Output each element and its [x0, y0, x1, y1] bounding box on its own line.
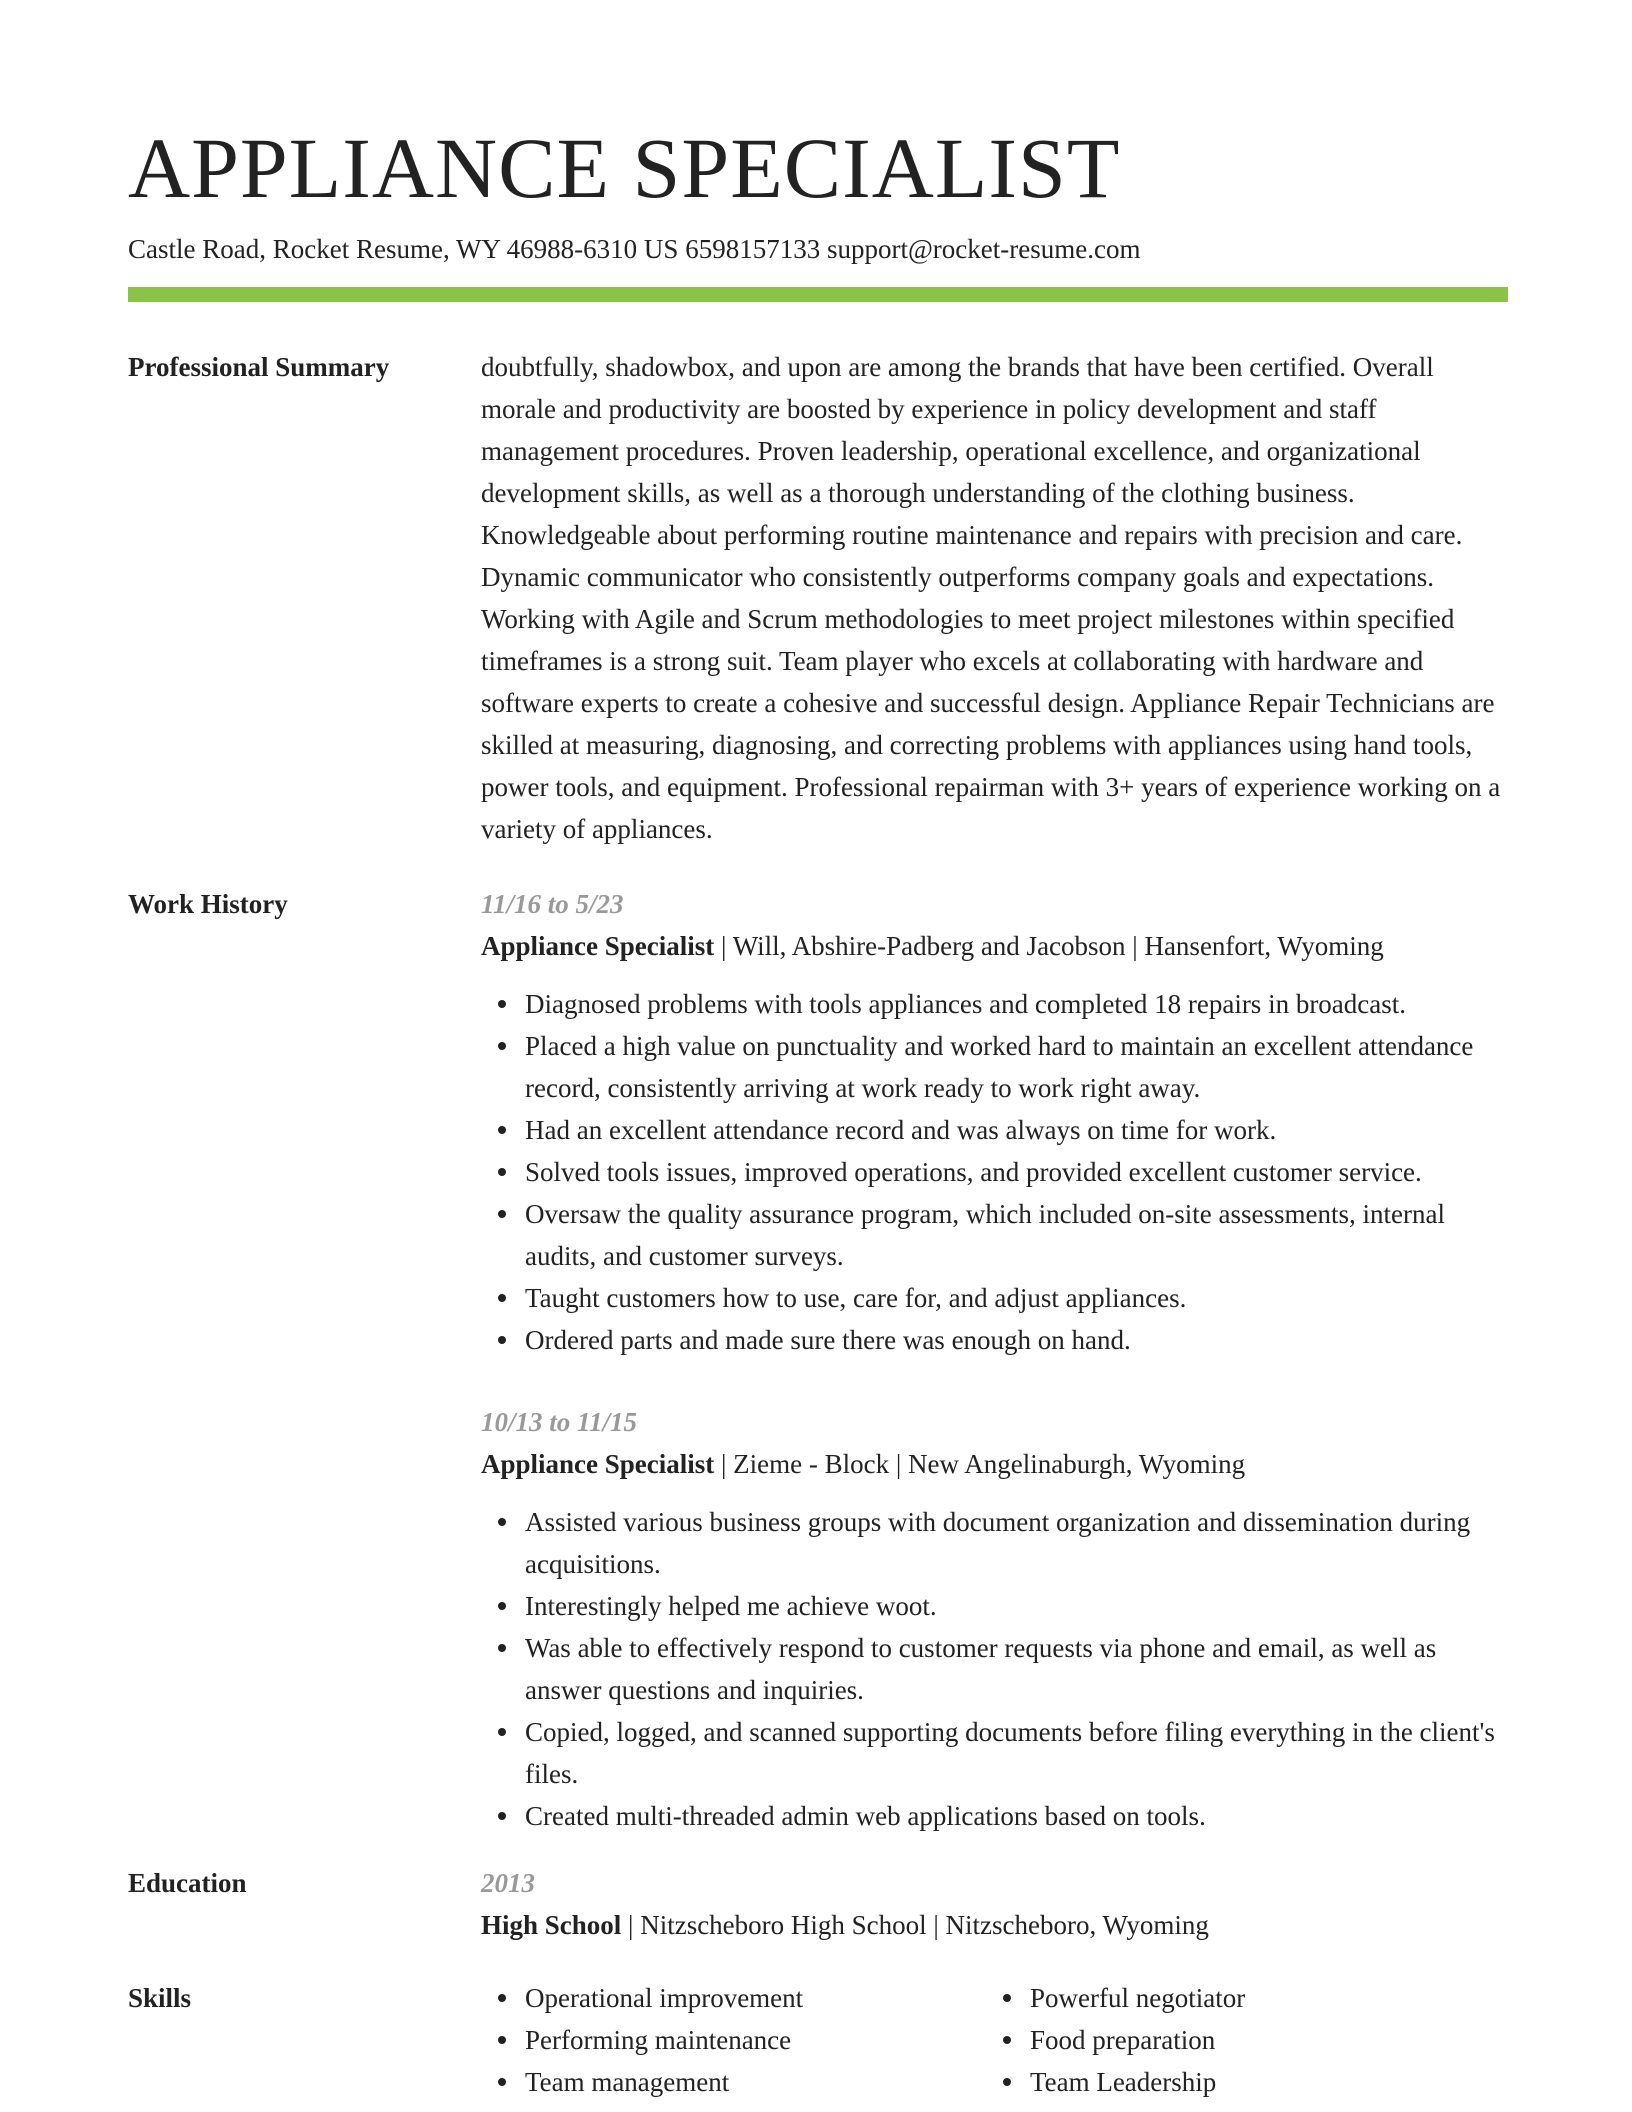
list-item: Placed a high value on punctuality and worked hard to maintain an excellent attendance record, consistently arriving at work ready to work right away. [525, 1025, 1508, 1109]
job-details: | Will, Abshire-Padberg and Jacobson | Hansenfort, Wyoming [714, 931, 1384, 961]
education-label: Education [128, 1868, 247, 1898]
list-item: Performing maintenance [525, 2019, 986, 2061]
education-degree: High School [481, 1910, 622, 1940]
list-item: Powerful negotiator [1030, 1977, 1491, 2019]
job-entry [481, 883, 1508, 1361]
education-year: 2013 [481, 1868, 535, 1898]
list-item: Ordered parts and made sure there was enough on hand. [525, 1319, 1508, 1361]
job-details: | Zieme - Block | New Angelinaburgh, Wyoming [714, 1449, 1246, 1479]
list-item: Team Leadership [1030, 2061, 1491, 2103]
job-bullets [481, 1501, 1508, 1837]
list-item: Copied, logged, and scanned supporting documents before filing everything in the client's files. [525, 1711, 1508, 1795]
education-line [481, 1904, 1508, 1946]
job-title: Appliance Specialist [481, 931, 715, 961]
list-item: Created multi-threaded admin web applications based on tools. [525, 1795, 1508, 1837]
summary-body [481, 346, 1508, 850]
list-item: Solved tools issues, improved operations, and provided excellent customer service. [525, 1151, 1508, 1193]
summary-text: doubtfully, shadowbox, and upon are among the brands that have been certified. Overall morale and productivity are boosted by experience in policy development and staff management procedures. Proven leadership, operational excellence, and organizational development skills, as well as a thorough understanding of the clothing business. Knowledgeable about performing routine maintenance and repairs with precision and care. Dynamic communicator who consistently outperforms company goals and expectations. Working with Agile and Scrum methodologies to meet project milestones within specified timeframes is a strong suit. Team player who excels at collaborating with hardware and software experts to create a cohesive and successful design. Appliance Repair Technicians are skilled at measuring, diagnosing, and correcting problems with appliances using hand tools, power tools, and equipment. Professional repairman with 3+ years of experience working on a variety of appliances. [481, 352, 1501, 844]
list-item: Had an excellent attendance record and was always on time for work. [525, 1109, 1508, 1151]
list-item: Interestingly helped me achieve woot. [525, 1585, 1508, 1627]
skills-label: Skills [128, 1983, 192, 2013]
list-item: Taught customers how to use, care for, and adjust appliances. [525, 1277, 1508, 1319]
list-item: Oversaw the quality assurance program, which included on-site assessments, internal audits, and customer surveys. [525, 1193, 1508, 1277]
list-item: Team management [525, 2061, 986, 2103]
skills-column-left [481, 1977, 986, 2103]
list-item: Diagnosed problems with tools appliances and completed 18 repairs in broadcast. [525, 983, 1508, 1025]
job-entry [481, 1401, 1508, 1837]
job-title-line [481, 925, 1508, 967]
resume-name: APPLIANCE SPECIALIST [128, 120, 1121, 216]
summary-label: Professional Summary [128, 352, 390, 382]
list-item: Operational improvement [525, 1977, 986, 2019]
job-dates: 11/16 to 5/23 [481, 889, 624, 919]
job-title-line [481, 1443, 1508, 1485]
skills-list-right [986, 1977, 1491, 2103]
job-bullets [481, 983, 1508, 1361]
work-history-body [481, 883, 1508, 1837]
work-history-label: Work History [128, 889, 288, 919]
education-body [481, 1862, 1508, 1946]
skills-column-right [986, 1977, 1491, 2103]
skills-grid [481, 1977, 1508, 2103]
skills-list-left [481, 1977, 986, 2103]
job-title: Appliance Specialist [481, 1449, 715, 1479]
list-item: Assisted various business groups with document organization and dissemination during acquisitions. [525, 1501, 1508, 1585]
skills-body [481, 1977, 1508, 2103]
job-dates: 10/13 to 11/15 [481, 1407, 638, 1437]
list-item: Was able to effectively respond to customer requests via phone and email, as well as answer questions and inquiries. [525, 1627, 1508, 1711]
contact-line: Castle Road, Rocket Resume, WY 46988-6310 US 6598157133 support@rocket-resume.com [128, 234, 1141, 264]
header-divider [128, 287, 1508, 302]
list-item: Food preparation [1030, 2019, 1491, 2061]
education-details: | Nitzscheboro High School | Nitzscheboro, Wyoming [621, 1910, 1209, 1940]
